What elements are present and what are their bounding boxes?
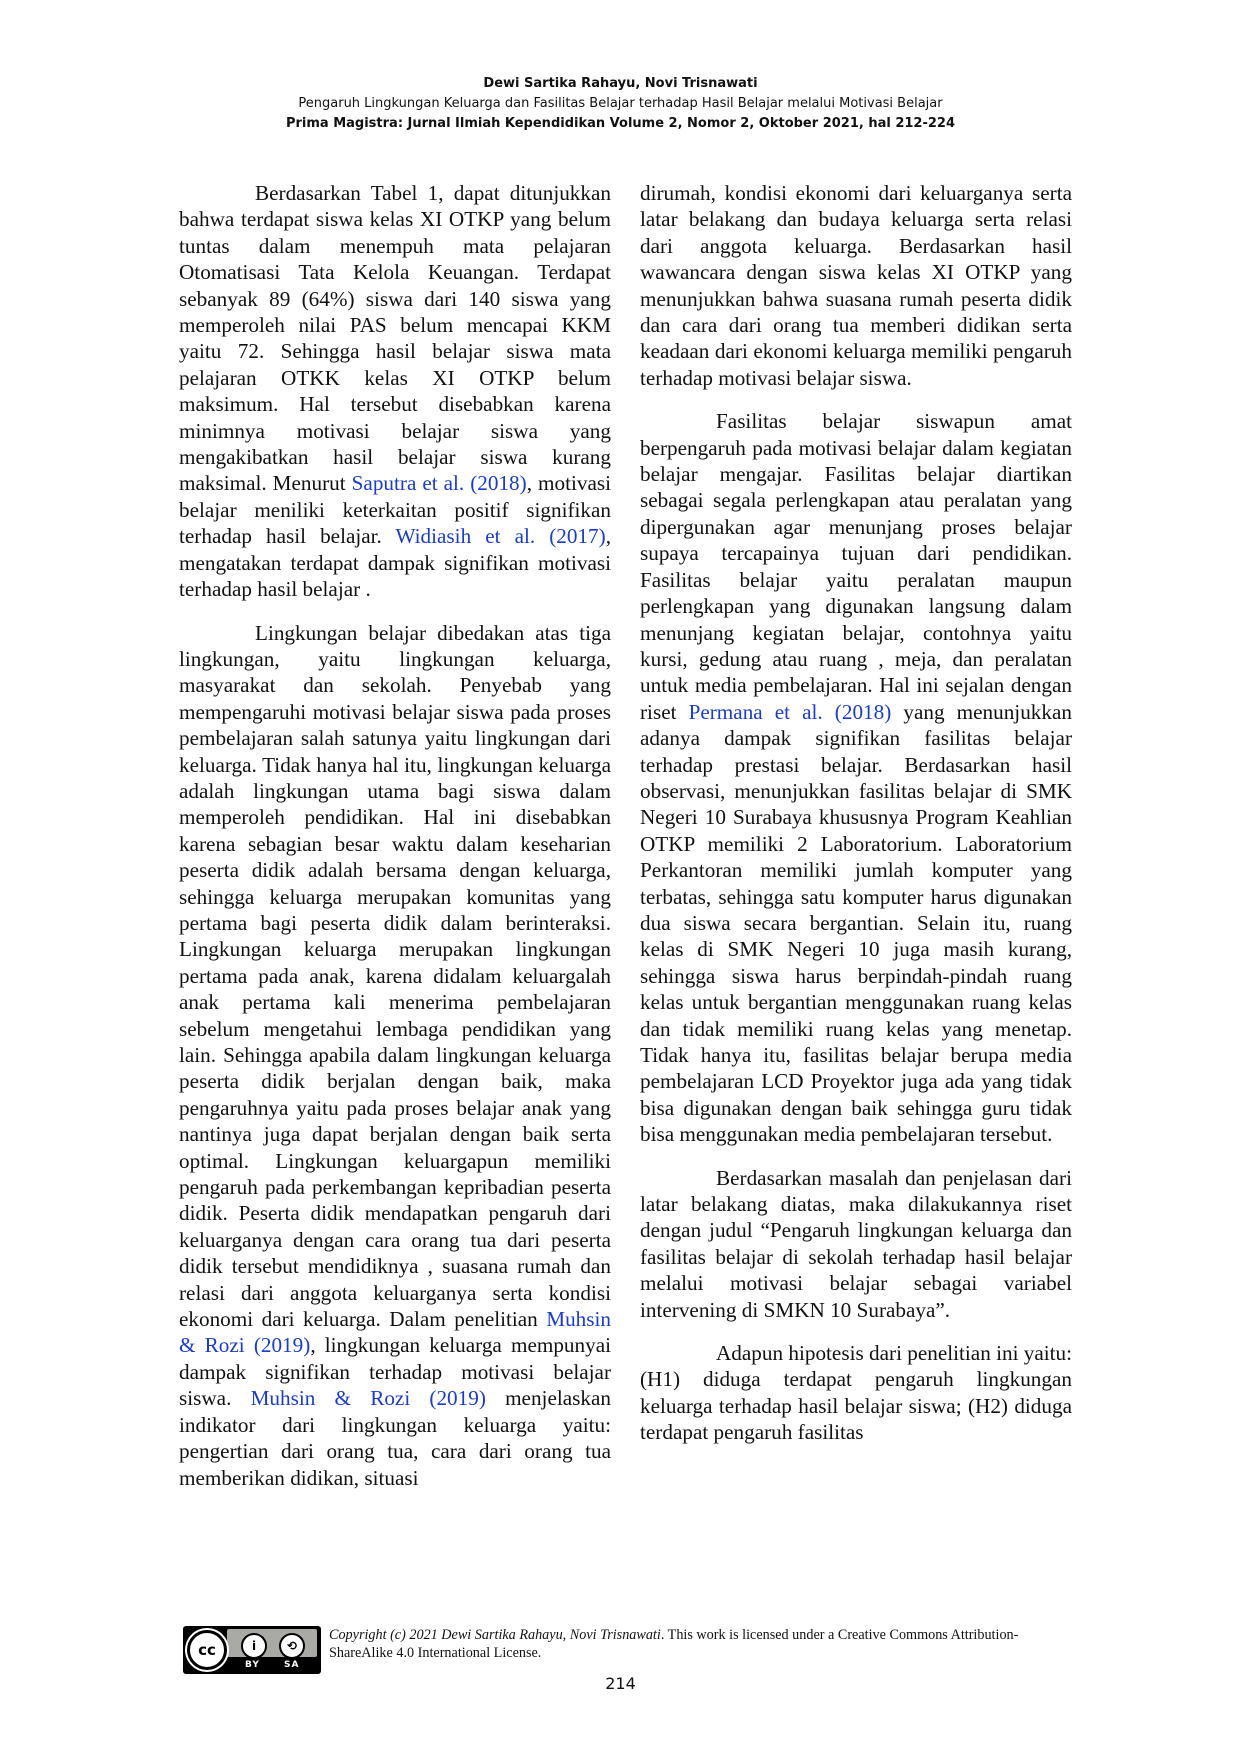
creative-commons-icon: cc — [187, 1630, 227, 1670]
paragraph: Fasilitas belajar siswapun amat berpengaruh pada motivasi belajar dalam kegiatan belajar mengajar. Fasilitas belajar diartikan sebagai segala perlengkapan atau peralatan yang dipergunakan agar menunjang proses belajar supaya tercapainya tujuan dari pendidikan. Fasilitas belajar yaitu peralatan maupun perlengkapan yang digunakan langsung dalam menunjang kegiatan belajar, contohnya yaitu kursi, gedung atau ruang , meja, dan peralatan untuk media pembelajaran. Hal ini sejalan dengan riset Permana et al. (2018) yang menunjukkan adanya dampak signifikan fasilitas belajar terhadap prestasi belajar. Berdasarkan hasil observasi, menunjukkan fasilitas belajar di SMK Negeri 10 Surabaya khususnya Program Keahlian OTKP memiliki 2 Laboratorium. Laboratorium Perkantoran memiliki jumlah komputer yang terbatas, sehingga satu komputer harus digunakan dua siswa secara bergantian. Selain itu, ruang kelas di SMK Negeri 10 juga masih kurang, sehingga siswa harus berpindah-pindah ruang kelas untuk bergantian menggunakan ruang kelas dan tidak memiliki ruang kelas yang menetap. Tidak hanya itu, fasilitas belajar berupa media pembelajaran LCD Proyektor juga ada yang tidak bisa digunakan dengan baik sehingga guru tidak bisa menggunakan media pembelajaran tersebut. — [640, 409, 1072, 1147]
citation-link[interactable]: Widiasih et al. (2017) — [395, 524, 606, 549]
citation-link[interactable]: Permana et al. (2018) — [688, 699, 892, 724]
right-column — [640, 180, 1072, 1463]
citation-link[interactable]: Muhsin & Rozi (2019) — [250, 1386, 486, 1411]
by-label: BY — [245, 1660, 260, 1670]
paragraph: Lingkungan belajar dibedakan atas tiga lingkungan, yaitu lingkungan keluarga, masyarakat dan sekolah. Penyebab yang mempengaruhi motivasi belajar siswa pada proses pembelajaran salah satunya yaitu lingkungan dari keluarga. Tidak hanya hal itu, lingkungan keluarga adalah lingkungan utama bagi siswa dalam memperoleh pendidikan. Hal ini disebabkan karena sebagian besar waktu dalam keseharian peserta didik adalah bersama dengan keluarga, sehingga keluarga merupakan komunitas yang pertama bagi peserta didik dalam berinteraksi. Lingkungan keluarga merupakan lingkungan pertama pada anak, karena didalam keluargalah anak pertama kali menerima pembelajaran sebelum mengetahui lembaga pendidikan yang lain. Sehingga apabila dalam lingkungan keluarga peserta didik berjalan dengan baik, maka pengaruhnya yaitu pada proses belajar anak yang nantinya juga dapat berjalan dengan baik serta optimal. Lingkungan keluargapun memiliki pengaruh pada perkembangan kepribadian peserta didik. Peserta didik mendapatkan pengaruh dari keluarganya dengan cara orang tua dari peserta didik tersebut mendidiknya , suasana rumah dan relasi dari anggota keluarganya serta kondisi ekonomi dari keluarga. Dalam penelitian Muhsin & Rozi (2019), lingkungan keluarga mempunyai dampak signifikan terhadap motivasi belajar siswa. Muhsin & Rozi (2019) menjelaskan indikator dari lingkungan keluarga yaitu: pengertian dari orang tua, cara dari orang tua memberikan didikan, situasi — [179, 620, 612, 1490]
header-authors: Dewi Sartika Rahayu, Novi Trisnawati — [483, 76, 758, 91]
sa-label: SA — [284, 1660, 300, 1670]
license-text: Copyright (c) 2021 Dewi Sartika Rahayu, Novi Trisnawati. This work is licensed under a Creative Commons Attribution-ShareAlike 4.0 International License. — [329, 1627, 1019, 1661]
running-header — [0, 74, 1241, 134]
paragraph: Berdasarkan masalah dan penjelasan dari latar belakang diatas, maka dilakukannya riset dengan judul “Pengaruh lingkungan keluarga dan fasilitas belajar di sekolah terhadap hasil belajar melalui motivasi belajar sebagai variabel intervening di SMKN 10 Surabaya”. — [640, 1165, 1072, 1322]
paragraph: Berdasarkan Tabel 1, dapat ditunjukkan bahwa terdapat siswa kelas XI OTKP yang belum tuntas dalam menempuh mata pelajaran Otomatisasi Tata Kelola Keuangan. Terdapat sebanyak 89 (64%) siswa dari 140 siswa yang memperoleh nilai PAS belum mencapai KKM yaitu 72. Sehingga hasil belajar siswa mata pelajaran OTKK kelas XI OTKP belum maksimum. Hal tersebut disebabkan karena minimnya motivasi belajar siswa yang mengakibatkan hasil belajar siswa kurang maksimal. Menurut Saputra et al. (2018), motivasi belajar meniliki keterkaitan positif signifikan terhadap hasil belajar. Widiasih et al. (2017), mengatakan terdapat dampak signifikan motivasi terhadap hasil belajar . — [179, 181, 611, 602]
license-footer — [183, 1626, 1078, 1676]
citation-link[interactable]: Saputra et al. (2018) — [351, 471, 527, 496]
page-number: 214 — [605, 1674, 636, 1693]
left-column — [179, 180, 611, 1508]
header-article-title: Pengaruh Lingkungan Keluarga dan Fasilitas Belajar terhadap Hasil Belajar melalui Motivasi Belajar — [298, 96, 943, 111]
paragraph: dirumah, kondisi ekonomi dari keluarganya serta latar belakang dan budaya keluarga serta relasi dari anggota keluarga. Berdasarkan hasil wawancara dengan siswa kelas XI OTKP yang menunjukkan bahwa suasana rumah peserta didik dan cara dari orang tua memberi didikan serta keadaan dari ekonomi keluarga memiliki pengaruh terhadap motivasi belajar siswa. — [640, 181, 1072, 390]
paragraph: Adapun hipotesis dari penelitian ini yaitu: (H1) diduga terdapat pengaruh lingkungan keluarga terhadap hasil belajar siswa; (H2) diduga terdapat pengaruh fasilitas — [640, 1341, 1072, 1445]
citation-link[interactable]: Muhsin & Rozi (2019) — [179, 1307, 611, 1358]
share-alike-icon: ⟲ — [279, 1633, 305, 1659]
attribution-icon: i — [241, 1633, 267, 1659]
cc-by-sa-badge[interactable] — [183, 1626, 321, 1674]
header-journal-info: Prima Magistra: Jurnal Ilmiah Kependidikan Volume 2, Nomor 2, Oktober 2021, hal 212-224 — [285, 116, 956, 131]
